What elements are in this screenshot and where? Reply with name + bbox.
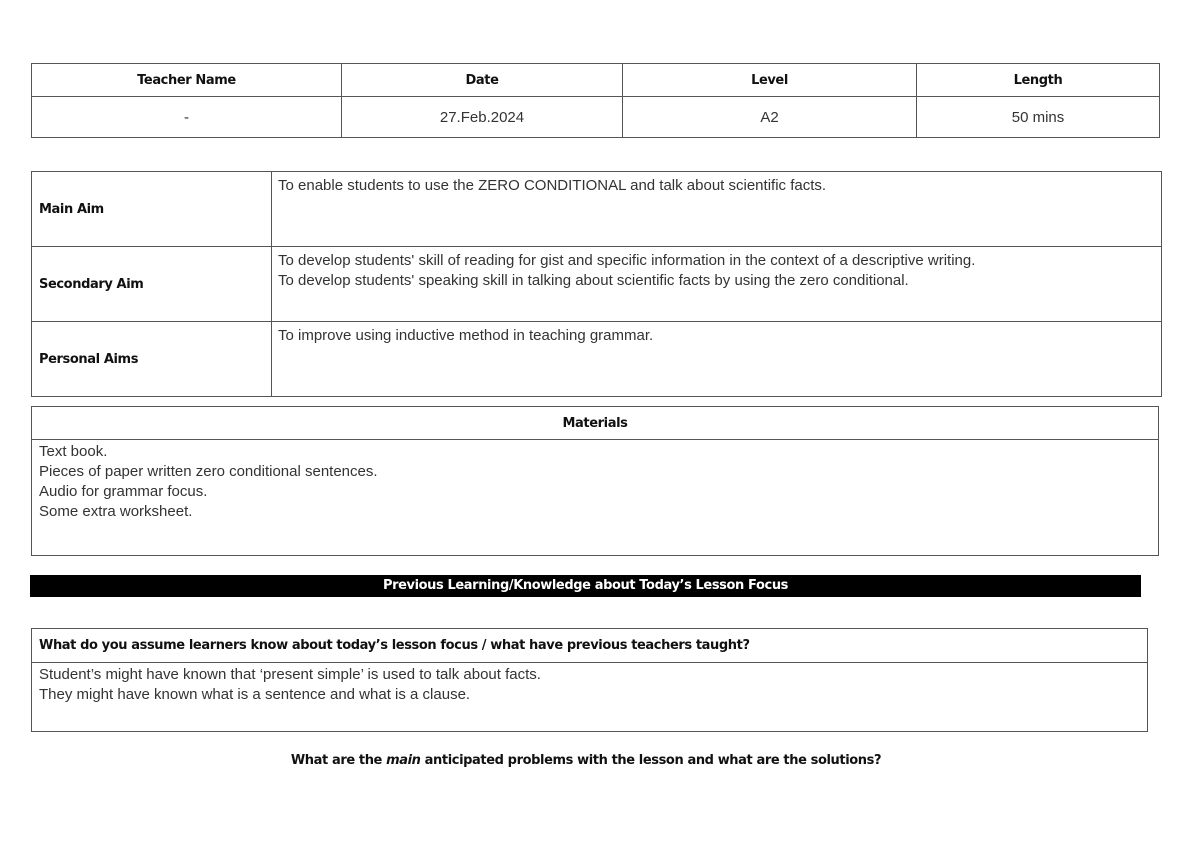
materials-item: Pieces of paper written zero conditional sentences. (39, 463, 378, 480)
previous-learning-answer (32, 663, 1148, 732)
personal-aims-text (272, 322, 1162, 397)
question-part-before: What are the (290, 753, 387, 768)
secondary-aim-line: To develop students' skill of reading for gist and specific information in the context of a descriptive writing. (278, 252, 976, 269)
personal-aims-label: Personal Aims (32, 322, 272, 397)
main-aim-line: To enable students to use the ZERO CONDITIONAL and talk about scientific facts. (278, 177, 827, 194)
date-header: Date (342, 64, 623, 97)
materials-item: Text book. (39, 443, 108, 460)
anticipated-problems-question (0, 751, 1172, 771)
level-header: Level (623, 64, 917, 97)
lesson-info-table (31, 63, 1160, 138)
length-value: 50 mins (917, 97, 1160, 138)
secondary-aim-line: To develop students' speaking skill in talking about scientific facts by using the zero conditional. (278, 272, 909, 289)
question-part-after: anticipated problems with the lesson and what are the solutions? (420, 753, 882, 768)
materials-list (32, 440, 1159, 556)
previous-learning-banner: Previous Learning/Knowledge about Today’s Lesson Focus (30, 575, 1141, 597)
previous-learning-question: What do you assume learners know about today’s lesson focus / what have previous teachers taught? (32, 629, 1148, 663)
materials-item: Some extra worksheet. (39, 503, 193, 520)
teacher-name-value: - (32, 97, 342, 138)
answer-line: They might have known what is a sentence and what is a clause. (39, 686, 471, 703)
level-value: A2 (623, 97, 917, 138)
length-header: Length (917, 64, 1160, 97)
personal-aim-line: To improve using inductive method in teaching grammar. (278, 327, 654, 344)
main-aim-text (272, 172, 1162, 247)
previous-learning-table (31, 628, 1148, 732)
secondary-aim-label: Secondary Aim (32, 247, 272, 322)
materials-item: Audio for grammar focus. (39, 483, 208, 500)
aims-table (31, 171, 1162, 397)
secondary-aim-text (272, 247, 1162, 322)
teacher-name-header: Teacher Name (32, 64, 342, 97)
question-emphasis: main (386, 753, 421, 768)
materials-table (31, 406, 1159, 556)
answer-line: Student’s might have known that ‘present simple’ is used to talk about facts. (39, 666, 541, 683)
materials-title: Materials (32, 407, 1159, 440)
date-value: 27.Feb.2024 (342, 97, 623, 138)
main-aim-label: Main Aim (32, 172, 272, 247)
